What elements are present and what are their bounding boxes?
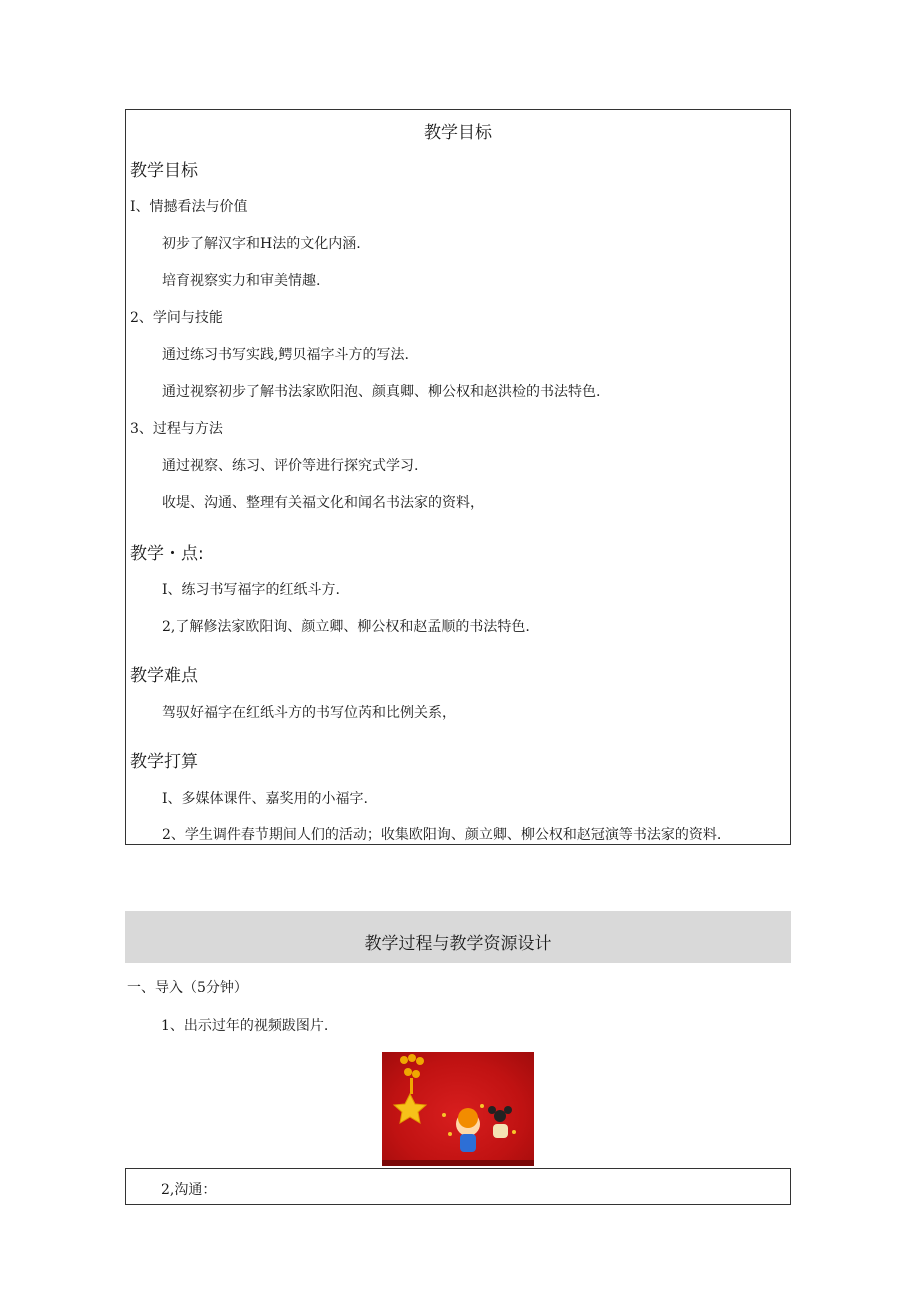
preparation-2: 2、学生调件春节期间人们的活动；收集欧阳询、颜立卿、柳公权和赵冠演等书法家的资料. [162, 827, 722, 843]
objective-item-3b: 收堤、沟通、整理有关福文化和闻名书法家的资料， [162, 495, 484, 511]
objective-item-3a: 通过视察、练习、评价等进行探究式学习. [162, 458, 419, 474]
heading-difficulties: 教学难点 [130, 666, 198, 686]
key-point-1: I、练习书写福字的红纸斗方. [162, 582, 340, 598]
heading-objectives: 教学目标 [130, 161, 198, 181]
intro-step-1: 1、出示过年的视频跋图片. [161, 1018, 329, 1034]
objective-item-2: 2、学问与技能 [130, 310, 223, 326]
exchange-box [125, 1168, 791, 1205]
intro-heading: 一、导入（5分钟） [127, 980, 248, 996]
objective-item-3: 3、过程与方法 [130, 421, 223, 437]
key-point-2: 2,了解修法家欧阳询、颜立卿、柳公权和赵孟顺的书法特色. [162, 619, 530, 635]
objective-item-1: I、情撼看法与价值 [130, 199, 248, 215]
process-section-title: 教学过程与教学资源设计 [364, 934, 552, 954]
difficulty-1: 驾驭好福字在红纸斗方的书写位芮和比例关系， [162, 705, 456, 721]
new-year-image [382, 1052, 534, 1166]
objective-item-2b: 通过视察初步了解书法家欧阳泡、颜真卿、柳公权和赵洪检的书法特色. [162, 384, 601, 400]
objective-item-1a: 初步了解汉字和H法的文化内涵. [162, 236, 361, 252]
new-year-illustration [382, 1052, 534, 1166]
process-section-header [125, 911, 791, 963]
objective-item-2a: 通过练习书写实践,鳄贝福字斗方的写法. [162, 347, 409, 363]
objective-item-1b: 培育视察实力和审美情趣. [162, 273, 321, 289]
exchange-label: 2,沟通： [161, 1182, 217, 1198]
heading-key-points: 教学・点: [130, 544, 204, 564]
heading-preparation: 教学打算 [130, 752, 198, 772]
teaching-objectives-table [125, 109, 791, 845]
table-title: 教学目标 [424, 123, 492, 143]
preparation-1: I、多媒体课件、嘉奖用的小福字. [162, 791, 368, 807]
